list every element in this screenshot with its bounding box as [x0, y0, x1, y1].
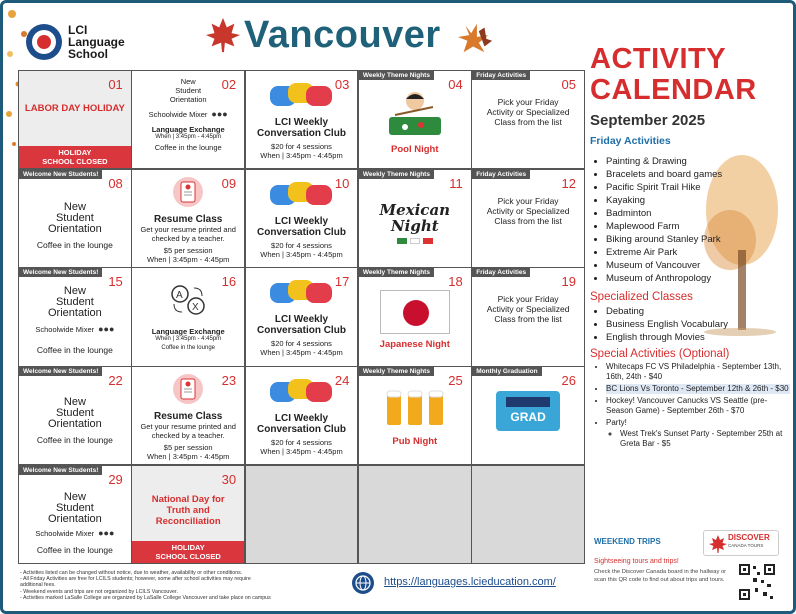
day-number: 04	[448, 77, 463, 92]
orientation-line-1: New	[63, 490, 86, 503]
list-item: • Painting & Drawing	[606, 155, 790, 168]
pool-player-icon	[385, 87, 445, 139]
speech-bubbles-icon	[270, 379, 332, 405]
day-number: 09	[221, 175, 237, 191]
note-line: - Activities listed can be changed without notice, due to weather, availability or other conditions.	[20, 570, 243, 576]
resume-when: When | 3:45pm - 4:45pm	[146, 254, 230, 264]
club-title: LCI Weekly Conversation Club	[257, 413, 346, 436]
club-price: $20 for 4 sessions	[271, 142, 332, 151]
holiday-label: HOLIDAY	[171, 542, 205, 552]
list-item: • Whitecaps FC VS Philadelphia - September 13th, 16th, 24th - $40	[606, 362, 790, 382]
people-group-icon: ●●●	[211, 109, 228, 119]
welcome-tag: Welcome New Students!	[19, 367, 102, 376]
day-02	[132, 71, 244, 168]
day-08	[19, 170, 131, 267]
day-number: 29	[108, 471, 123, 487]
orientation-line-1: New	[63, 396, 86, 409]
orientation-line-3: Orientation	[47, 418, 102, 431]
coffee-label: Coffee in the lounge	[36, 544, 113, 555]
day-number: 26	[561, 373, 576, 389]
club-when: When | 3:45pm - 4:45pm	[260, 348, 343, 358]
club-when: When | 3:45pm - 4:45pm	[260, 249, 343, 259]
theme-label: Pub Night	[392, 436, 438, 448]
exchange-label: Language Exchange	[151, 125, 225, 134]
resume-desc: Get your resume printed and checked by a teacher.	[140, 224, 236, 243]
list-item: • English through Movies	[606, 331, 790, 344]
welcome-tag: Welcome New Students!	[19, 170, 102, 179]
city-title: Vancouver	[244, 14, 441, 56]
exchange-time: When | 3:45pm - 4:45pm	[155, 134, 222, 140]
theme-label: Japanese Night	[379, 339, 450, 351]
weekend-sub: Sightseeing tours and trips!	[594, 558, 679, 565]
orientation-line-3: Orientation	[169, 95, 207, 104]
weekend-title: WEEKEND TRIPS	[594, 537, 661, 546]
friday-tag: Friday Activities	[472, 268, 530, 277]
grad-cap-icon	[506, 397, 550, 407]
special-heading: Special Activities (Optional)	[590, 348, 730, 360]
logo-line-3: School	[68, 47, 109, 61]
day-number: 03	[334, 77, 350, 92]
beer-glasses-icon	[383, 385, 447, 429]
club-price: $20 for 4 sessions	[271, 438, 332, 448]
empty-cell	[359, 466, 471, 563]
activity-panel	[590, 44, 790, 451]
day-number: 19	[561, 274, 576, 290]
list-item: • Museum of Vancouver	[606, 259, 790, 272]
grad-label: GRAD	[510, 410, 546, 425]
day-16	[132, 268, 244, 365]
day-11	[359, 170, 471, 267]
empty-cell	[246, 466, 358, 563]
friday-text: Pick your Friday Activity or Specialized Class from the list	[486, 97, 570, 127]
party-label: Party!	[606, 418, 627, 427]
people-group-icon: ●●●	[98, 527, 115, 538]
list-item: • Biking around Stanley Park	[606, 233, 790, 246]
welcome-tag: Welcome New Students!	[19, 268, 102, 277]
orientation-line-3: Orientation	[47, 222, 102, 235]
day-04	[359, 71, 471, 168]
resume-price: $5 per session	[163, 245, 213, 255]
theme-tag: Weekly Theme Nights	[359, 268, 434, 277]
day-19	[472, 268, 584, 365]
holiday-bar	[19, 146, 131, 168]
weekend-text: Check the Discover Canada board in the hallway or scan this QR code to find out about trips and tours.	[594, 569, 727, 583]
graduation-tag: Monthly Graduation	[472, 367, 541, 376]
translate-icon	[168, 282, 208, 318]
panel-title-2: CALENDAR	[590, 74, 757, 106]
school-closed-label: SCHOOL CLOSED	[42, 157, 108, 167]
note-line: - Weekend events and trips are not organized by LCILS Vancouver.	[20, 588, 178, 595]
friday-list	[590, 155, 790, 285]
day-15	[19, 268, 131, 365]
resume-document-icon	[172, 176, 204, 208]
coffee-label: Coffee in the lounge	[36, 239, 113, 250]
day-22	[19, 367, 131, 464]
theme-label: Pool Night	[391, 144, 439, 155]
panel-month: September 2025	[590, 112, 706, 129]
theme-tag: Weekly Theme Nights	[359, 170, 434, 179]
day-01	[19, 71, 131, 168]
website-link[interactable]: https://languages.lcieducation.com/	[384, 576, 556, 588]
maple-leaf-icon	[204, 16, 242, 54]
resume-title: Resume Class	[154, 411, 223, 423]
coffee-label: Coffee in the lounge	[154, 143, 222, 152]
day-number: 12	[561, 175, 576, 191]
list-item: • Hockey! Vancouver Canucks VS Seattle (pre-Season Game) - September 26th - $70	[606, 396, 790, 416]
day-number: 10	[334, 175, 350, 191]
day-number: 30	[221, 471, 237, 487]
graduation-image	[496, 391, 560, 431]
friday-tag: Friday Activities	[472, 170, 530, 179]
mexican-night-logo: Mexican Night	[379, 200, 451, 235]
club-title: LCI Weekly Conversation Club	[257, 117, 346, 139]
globe-icon	[352, 572, 374, 594]
note-line: - All Friday Activities are free for LCILS students; however, some after school activities may require	[20, 576, 251, 583]
list-item: • Museum of Anthropology	[606, 272, 790, 285]
friday-heading: Friday Activities	[590, 135, 671, 147]
orientation-line-2: Student	[175, 86, 202, 95]
day-number: 15	[108, 274, 123, 290]
day-number: 05	[561, 77, 576, 92]
day-number: 01	[108, 77, 123, 92]
friday-text: Pick your Friday Activity or Specialized Class from the list	[486, 294, 570, 325]
maple-leaf-icon	[708, 534, 728, 554]
day-number: 16	[221, 274, 237, 290]
discover-sub-label: CANADA TOURS	[728, 543, 764, 548]
day-29	[19, 466, 131, 563]
note-line: additional fees.	[20, 582, 56, 589]
panel-title-1: ACTIVITY	[590, 43, 727, 75]
list-item: • Maplewood Farm	[606, 220, 790, 233]
resume-price: $5 per session	[163, 443, 213, 453]
list-item: • Bracelets and board games	[606, 168, 790, 181]
orientation-line-1: New	[180, 77, 196, 86]
svg-text:A: A	[176, 290, 183, 302]
school-logo	[26, 24, 125, 60]
special-list	[590, 362, 790, 449]
day-number: 02	[221, 77, 237, 92]
club-title: LCI Weekly Conversation Club	[257, 215, 346, 238]
orientation-line-3: Orientation	[47, 307, 102, 320]
specialized-list	[590, 305, 790, 344]
list-item: • Kayaking	[606, 194, 790, 207]
list-item: • Debating	[606, 305, 790, 318]
day-17	[246, 268, 358, 365]
club-title: LCI Weekly Conversation Club	[257, 314, 346, 337]
papel-picado-icon	[363, 238, 467, 244]
day-24	[246, 367, 358, 464]
coffee-label: Coffee in the lounge	[36, 435, 113, 446]
holiday-bar	[132, 541, 244, 563]
day-number: 23	[221, 373, 237, 389]
holiday-label: HOLIDAY	[58, 148, 92, 158]
orientation-line-2: Student	[55, 407, 94, 420]
friday-text: Pick your Friday Activity or Specialized Class from the list	[486, 195, 570, 226]
day-05	[472, 71, 584, 168]
qr-code-icon[interactable]	[737, 562, 777, 602]
list-item	[606, 418, 790, 449]
club-when: When | 3:45pm - 4:45pm	[260, 447, 343, 457]
people-group-icon: ●●●	[98, 324, 115, 335]
discover-label: DISCOVER	[728, 533, 770, 542]
day-number: 18	[448, 274, 463, 290]
orientation-line-2: Student	[55, 296, 94, 309]
day-03	[246, 71, 358, 168]
mixer-label: Schoolwide Mixer	[35, 528, 95, 538]
autumn-leaves-icon	[456, 18, 494, 56]
school-closed-label: SCHOOL CLOSED	[155, 551, 221, 561]
footer-notes	[20, 570, 338, 601]
orientation-line-1: New	[63, 285, 86, 298]
lci-logo-icon	[26, 24, 62, 60]
coffee-label: Coffee in the lounge	[161, 345, 215, 352]
theme-tag: Weekly Theme Nights	[359, 367, 434, 376]
list-item: • Business English Vocabulary	[606, 318, 790, 331]
exchange-time: When | 3:45pm - 4:45pm	[155, 336, 222, 343]
orientation-line-3: Orientation	[47, 512, 102, 525]
day-26	[472, 367, 584, 464]
list-item: • Pacific Spirit Trail Hike	[606, 181, 790, 194]
day-23	[132, 367, 244, 464]
resume-when: When | 3:45pm - 4:45pm	[146, 452, 230, 462]
welcome-tag: Welcome New Students!	[19, 466, 102, 475]
club-when: When | 3:45pm - 4:45pm	[260, 151, 343, 160]
resume-desc: Get your resume printed and checked by a teacher.	[140, 422, 236, 441]
speech-bubbles-icon	[270, 182, 332, 208]
day-12	[472, 170, 584, 267]
day-number: 17	[334, 274, 350, 290]
svg-text:X: X	[192, 302, 199, 314]
day-09	[132, 170, 244, 267]
club-price: $20 for 4 sessions	[271, 339, 332, 349]
holiday-title: LABOR DAY HOLIDAY	[24, 103, 125, 114]
orientation-line-2: Student	[55, 211, 94, 224]
day-10	[246, 170, 358, 267]
japan-flag-icon	[380, 290, 450, 334]
resume-title: Resume Class	[154, 213, 223, 225]
coffee-label: Coffee in the lounge	[36, 345, 113, 356]
list-item: • Badminton	[606, 207, 790, 220]
holiday-title: National Day for Truth and Reconciliation	[151, 493, 225, 527]
list-item: • BC Lions Vs Toronto - September 12th & 26th - $30	[606, 384, 790, 394]
exchange-label: Language Exchange	[151, 327, 225, 337]
day-18	[359, 268, 471, 365]
day-number: 08	[108, 175, 123, 191]
theme-tag: Weekly Theme Nights	[359, 71, 434, 80]
friday-tag: Friday Activities	[472, 71, 530, 80]
day-number: 11	[449, 175, 463, 191]
speech-bubbles-icon	[270, 83, 332, 109]
mixer-label: Schoolwide Mixer	[35, 325, 95, 335]
orientation-line-1: New	[63, 200, 86, 213]
note-line: - Activities marked LaSalle College are organized by LaSalle College Vancouver and take place on campus	[20, 594, 271, 601]
party-sub-item: ◦ West Trek's Sunset Party - September 25th at Greta Bar - $5	[620, 429, 790, 449]
mixer-label: Schoolwide Mixer	[148, 110, 208, 119]
specialized-heading: Specialized Classes	[590, 291, 693, 303]
day-30	[132, 466, 244, 563]
calendar-grid	[18, 70, 585, 564]
logo-line-1: LCI	[68, 23, 88, 37]
day-number: 24	[334, 373, 350, 389]
day-25	[359, 367, 471, 464]
logo-line-2: Language	[68, 35, 125, 49]
list-item: • Extreme Air Park	[606, 246, 790, 259]
empty-cell	[472, 466, 584, 563]
resume-document-icon	[172, 373, 204, 405]
club-price: $20 for 4 sessions	[271, 240, 332, 250]
day-number: 25	[448, 373, 463, 389]
speech-bubbles-icon	[270, 280, 332, 306]
day-number: 22	[108, 373, 123, 389]
orientation-line-2: Student	[55, 501, 94, 514]
